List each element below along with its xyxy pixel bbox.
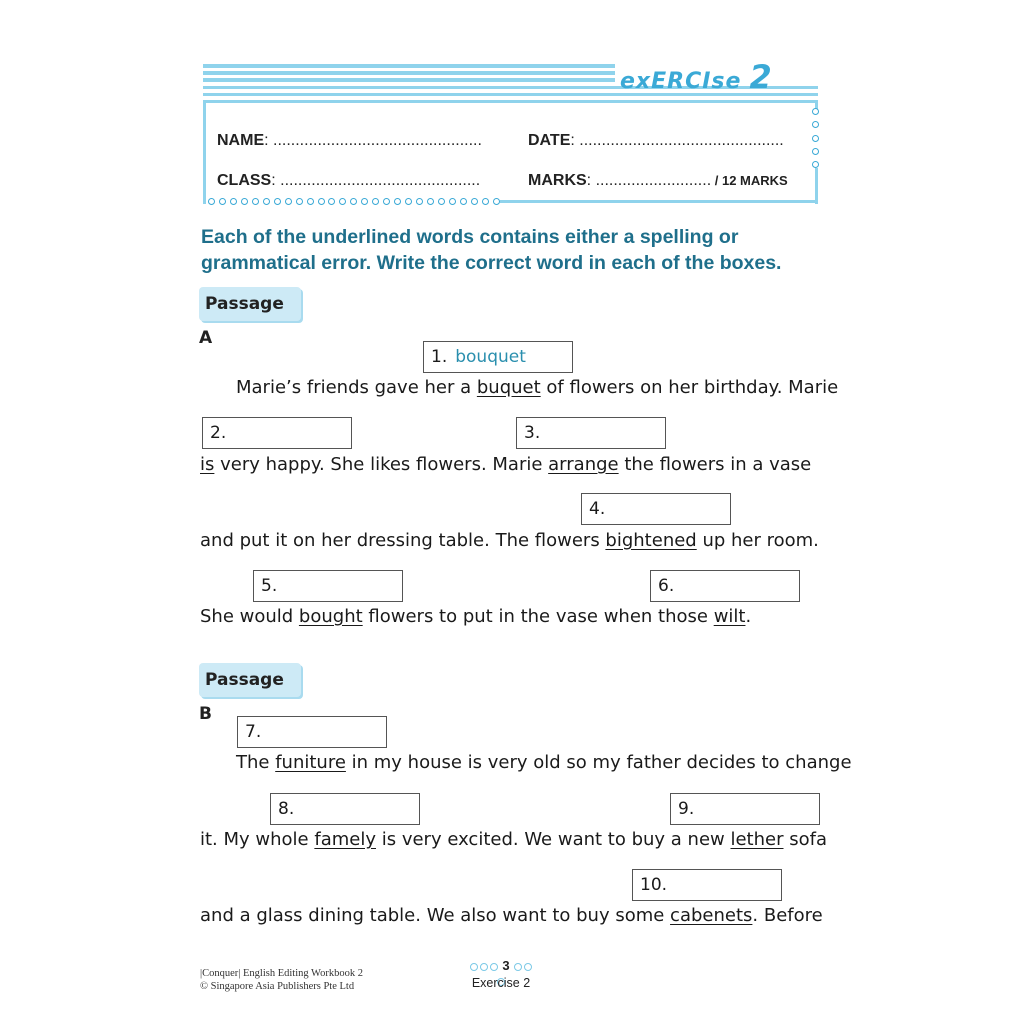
- line-text: Marie’s friends gave her a: [236, 377, 477, 398]
- line-text: The: [236, 752, 276, 773]
- class-dots: : .............................................: [271, 172, 481, 189]
- line-text: of flowers on her birthday. Marie: [540, 377, 839, 398]
- answer-box-7[interactable]: [237, 716, 387, 748]
- line-text: it. My whole: [200, 829, 315, 850]
- error-word-2: is: [200, 454, 215, 475]
- passage-b-heading: Passage B: [199, 663, 301, 697]
- answer-box-3[interactable]: [516, 417, 666, 449]
- line-text: .: [745, 606, 752, 627]
- page-dot-icon: [490, 963, 498, 971]
- error-word-10: cabenets: [670, 905, 753, 926]
- passage-a-heading: Passage A: [199, 287, 301, 321]
- passage-a-line-2: [200, 453, 822, 477]
- name-field[interactable]: [217, 132, 482, 150]
- line-text: She would: [200, 606, 299, 627]
- error-word-9: lether: [730, 829, 784, 850]
- exercise-title: [620, 58, 820, 94]
- answer-box-number: 3.: [524, 423, 541, 443]
- frame-left: [203, 100, 206, 204]
- footer-copyright: © Singapore Asia Publishers Pte Ltd: [200, 981, 355, 992]
- page-dot-icon: [514, 963, 522, 971]
- marks-total: / 12 MARKS: [711, 173, 788, 188]
- name-dots: : ...............................................: [264, 132, 482, 149]
- marks-field[interactable]: [528, 172, 788, 190]
- answer-text: bouquet: [455, 347, 526, 367]
- answer-box-number: 4.: [589, 499, 606, 519]
- frame-dots-horizontal: [208, 197, 500, 205]
- line-text: in my house is very old so my father decides to change: [345, 752, 852, 773]
- error-word-1: buquet: [476, 377, 541, 398]
- answer-box-number: 8.: [278, 799, 295, 819]
- frame-dots-vertical: [812, 108, 822, 168]
- footer-credits: [200, 967, 363, 993]
- name-label: NAME: [217, 132, 265, 149]
- page-number-value: 3: [502, 958, 510, 973]
- answer-box-number: 2.: [210, 423, 227, 443]
- answer-box-6[interactable]: [650, 570, 800, 602]
- instructions: Each of the underlined words contains either a spelling or grammatical error. Write the correct word in each of the boxes.: [201, 226, 782, 274]
- passage-b-line-1: [200, 751, 852, 775]
- answer-box-number: 1.: [431, 347, 448, 367]
- line-text: the flowers in a vase: [618, 454, 812, 475]
- answer-box-number: 6.: [658, 576, 675, 596]
- header-stripe: [203, 64, 615, 68]
- line-text: flowers to put in the vase when those: [362, 606, 714, 627]
- answer-box-number: 5.: [261, 576, 278, 596]
- exercise-title-text: exERCIse: [620, 69, 742, 94]
- passage-b-line-2: [200, 828, 827, 852]
- line-text: and put it on her dressing table. The flowers: [200, 530, 606, 551]
- exercise-number: 2: [749, 58, 773, 96]
- error-word-5: bought: [298, 606, 363, 627]
- passage-a-line-3: [200, 529, 822, 553]
- date-dots: : ..............................................: [570, 132, 784, 149]
- page-dot-icon: [470, 963, 478, 971]
- line-text: very happy. She likes flowers. Marie: [214, 454, 549, 475]
- line-text: up her room.: [696, 530, 819, 551]
- class-field[interactable]: [217, 172, 480, 190]
- answer-box-5[interactable]: [253, 570, 403, 602]
- answer-box-1[interactable]: [423, 341, 573, 373]
- passage-a-line-4: [200, 605, 822, 629]
- date-label: DATE: [528, 132, 571, 149]
- answer-box-9[interactable]: [670, 793, 820, 825]
- frame-right-bottom: [815, 168, 818, 204]
- answer-box-10[interactable]: [632, 869, 782, 901]
- answer-box-number: 7.: [245, 722, 262, 742]
- error-word-3: arrange: [548, 454, 619, 475]
- frame-bottom: [500, 200, 818, 203]
- page-dot-icon: [480, 963, 488, 971]
- header-stripe: [203, 71, 615, 75]
- line-text: . Before: [752, 905, 823, 926]
- error-word-8: famely: [314, 829, 376, 850]
- error-word-4: bightened: [605, 530, 697, 551]
- answer-box-2[interactable]: [202, 417, 352, 449]
- answer-box-8[interactable]: [270, 793, 420, 825]
- footer-exercise-label: Exercise 2: [471, 976, 531, 990]
- line-text: and a glass dining table. We also want to buy some: [200, 905, 671, 926]
- marks-label: MARKS: [528, 172, 587, 189]
- header-stripe: [203, 100, 818, 103]
- class-label: CLASS: [217, 172, 272, 189]
- page-dot-icon: [524, 963, 532, 971]
- answer-box-number: 10.: [640, 875, 668, 895]
- header-stripe: [203, 78, 615, 82]
- line-text: sofa: [783, 829, 827, 850]
- line-text: is very excited. We want to buy a new: [376, 829, 731, 850]
- footer-book-title: |Conquer| English Editing Workbook 2: [200, 968, 363, 979]
- passage-b-line-3: [200, 904, 822, 928]
- answer-box-4[interactable]: [581, 493, 731, 525]
- passage-a-line-1: [200, 376, 839, 400]
- error-word-7: funiture: [275, 752, 346, 773]
- error-word-6: wilt: [713, 606, 746, 627]
- marks-dots: : ..........................: [586, 172, 712, 189]
- answer-box-number: 9.: [678, 799, 695, 819]
- date-field[interactable]: [528, 132, 784, 150]
